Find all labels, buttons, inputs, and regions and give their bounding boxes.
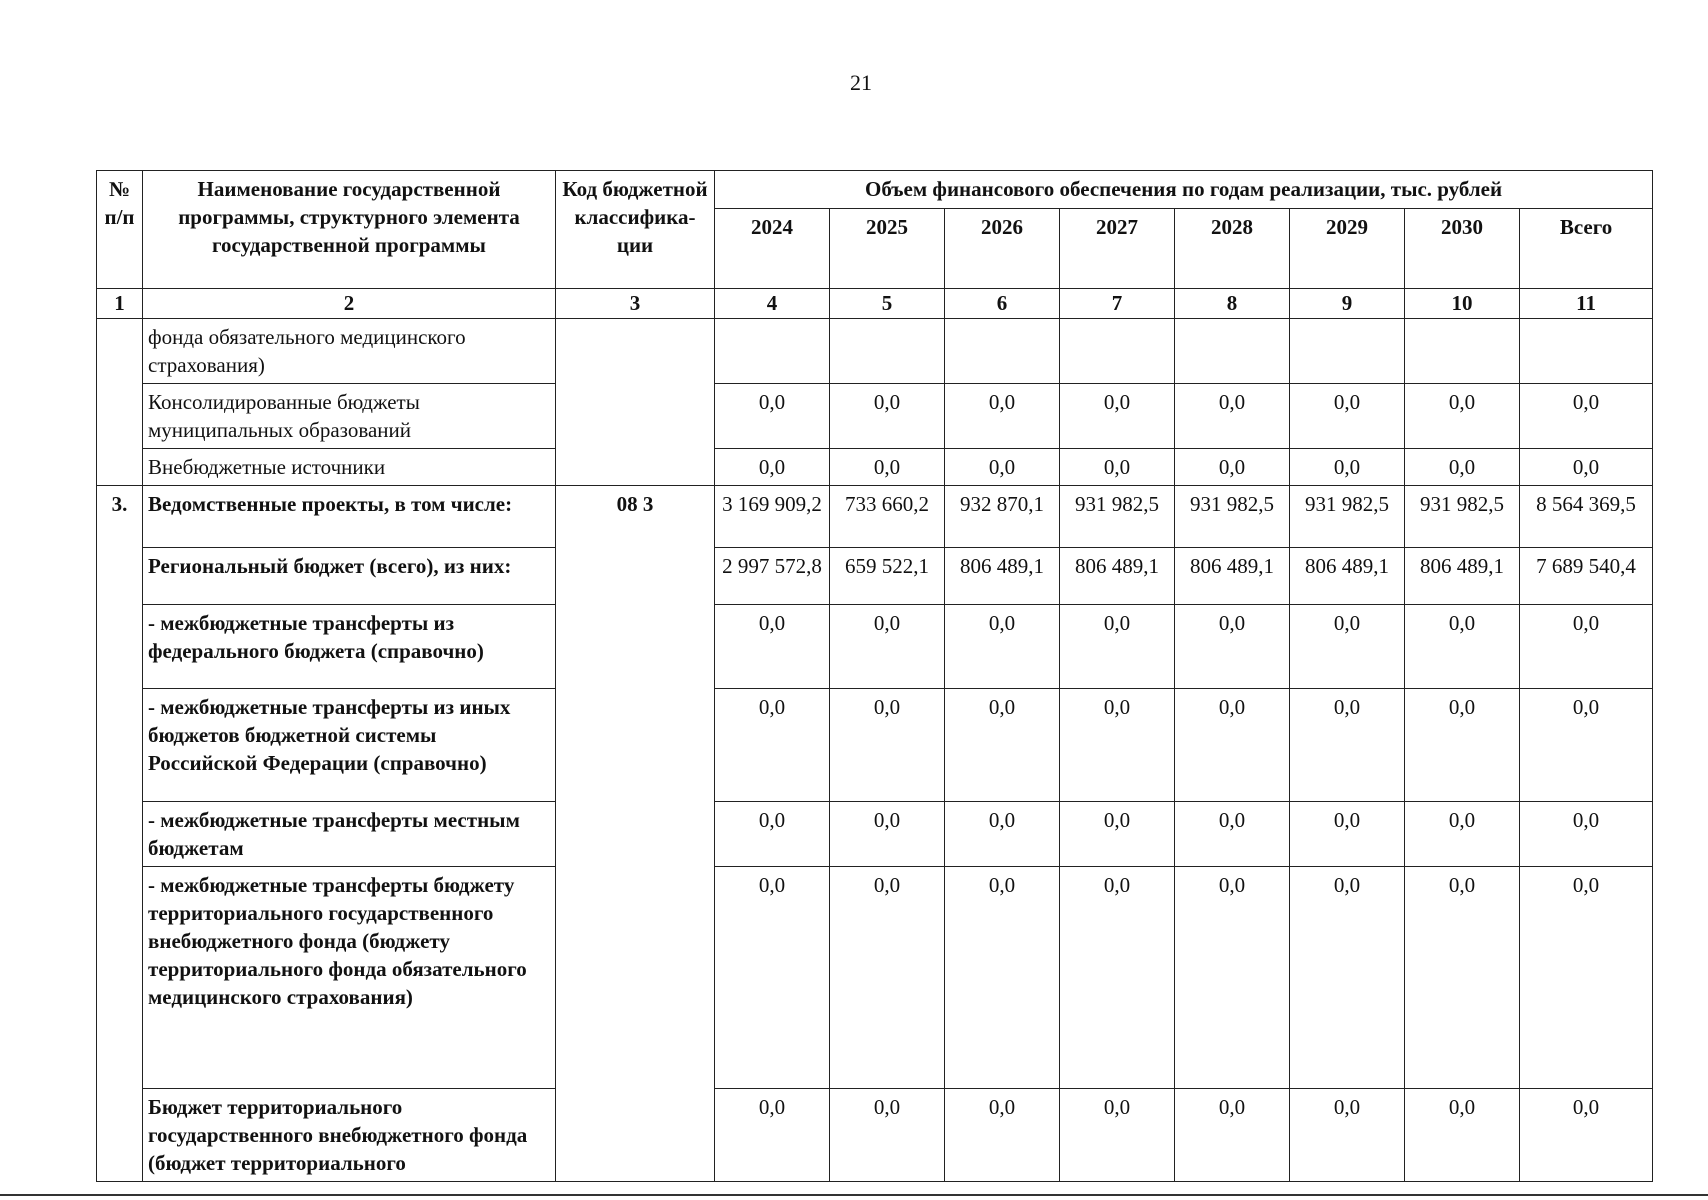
row-value: 0,0 xyxy=(1405,802,1520,867)
row-value: 659 522,1 xyxy=(830,548,945,605)
row-value: 0,0 xyxy=(1520,867,1653,1089)
row-value: 0,0 xyxy=(1405,1089,1520,1182)
row-name: Ведомственные проекты, в том числе: xyxy=(143,486,556,548)
row-value xyxy=(830,319,945,384)
row-value: 0,0 xyxy=(1520,1089,1653,1182)
header-year: 2024 xyxy=(715,209,830,289)
row-value: 3 169 909,2 xyxy=(715,486,830,548)
row-value xyxy=(1060,319,1175,384)
row-value: 0,0 xyxy=(1290,802,1405,867)
row-value: 0,0 xyxy=(1290,449,1405,486)
row-value: 931 982,5 xyxy=(1175,486,1290,548)
row-value: 0,0 xyxy=(1520,689,1653,802)
row-name: Консолидированные бюджеты муниципальных образований xyxy=(143,384,556,449)
row-value: 0,0 xyxy=(1175,449,1290,486)
row-code: 08 3 xyxy=(556,486,715,1182)
row-value: 0,0 xyxy=(715,689,830,802)
row-value: 0,0 xyxy=(1060,449,1175,486)
row-num-cell xyxy=(97,319,143,486)
row-name: Внебюджетные источники xyxy=(143,449,556,486)
table-row xyxy=(97,605,1653,689)
row-value: 0,0 xyxy=(1060,384,1175,449)
row-value: 0,0 xyxy=(1175,1089,1290,1182)
row-value: 931 982,5 xyxy=(1060,486,1175,548)
header-code: Код бюджетной классифика-ции xyxy=(556,171,715,289)
row-value: 931 982,5 xyxy=(1405,486,1520,548)
row-value: 0,0 xyxy=(945,384,1060,449)
column-number: 7 xyxy=(1060,289,1175,319)
column-number-row xyxy=(97,289,1653,319)
row-value: 0,0 xyxy=(1175,689,1290,802)
row-value: 0,0 xyxy=(1405,449,1520,486)
row-value: 0,0 xyxy=(945,1089,1060,1182)
table-row xyxy=(97,384,1653,449)
row-name: Бюджет территориального государственного внебюджетного фонда (бюджет территориального xyxy=(143,1089,556,1182)
row-value: 0,0 xyxy=(1290,689,1405,802)
row-value: 806 489,1 xyxy=(1290,548,1405,605)
row-name: фонда обязательного медицинского страхования) xyxy=(143,319,556,384)
row-num: 3. xyxy=(97,486,143,1182)
row-value: 0,0 xyxy=(1175,384,1290,449)
row-value: 0,0 xyxy=(715,802,830,867)
table-row xyxy=(97,689,1653,802)
row-value: 0,0 xyxy=(1405,689,1520,802)
page-number: 21 xyxy=(850,70,872,95)
header-year: 2029 xyxy=(1290,209,1405,289)
row-value: 0,0 xyxy=(945,605,1060,689)
header-year: 2025 xyxy=(830,209,945,289)
row-value: 0,0 xyxy=(715,384,830,449)
row-value: 0,0 xyxy=(830,689,945,802)
row-value: 0,0 xyxy=(1520,605,1653,689)
row-value xyxy=(1175,319,1290,384)
row-value: 0,0 xyxy=(1060,605,1175,689)
row-value: 0,0 xyxy=(1060,867,1175,1089)
row-value: 932 870,1 xyxy=(945,486,1060,548)
table-row xyxy=(97,548,1653,605)
row-value: 0,0 xyxy=(830,867,945,1089)
row-value: 0,0 xyxy=(1060,689,1175,802)
row-value: 0,0 xyxy=(1290,867,1405,1089)
page-bottom-rule xyxy=(0,1194,1708,1196)
row-value: 806 489,1 xyxy=(1060,548,1175,605)
row-value: 0,0 xyxy=(945,449,1060,486)
row-value: 0,0 xyxy=(715,1089,830,1182)
row-value: 0,0 xyxy=(830,449,945,486)
row-name: - межбюджетные трансферты местным бюджетам xyxy=(143,802,556,867)
row-value: 0,0 xyxy=(1405,605,1520,689)
row-value: 0,0 xyxy=(1060,1089,1175,1182)
row-value: 0,0 xyxy=(945,689,1060,802)
row-value: 806 489,1 xyxy=(1405,548,1520,605)
row-name: - межбюджетные трансферты из иных бюджетов бюджетной системы Российской Федерации (справочно) xyxy=(143,689,556,802)
row-value: 733 660,2 xyxy=(830,486,945,548)
column-number: 4 xyxy=(715,289,830,319)
row-value: 0,0 xyxy=(1290,1089,1405,1182)
row-value: 0,0 xyxy=(1290,605,1405,689)
row-name: - межбюджетные трансферты бюджету территориального государственного внебюджетного фонда (бюджету территориального фонда обязательного медицинского страхования) xyxy=(143,867,556,1089)
column-number: 5 xyxy=(830,289,945,319)
row-value: 7 689 540,4 xyxy=(1520,548,1653,605)
column-number: 9 xyxy=(1290,289,1405,319)
header-total: Всего xyxy=(1520,209,1653,289)
row-value: 8 564 369,5 xyxy=(1520,486,1653,548)
row-value: 0,0 xyxy=(1290,384,1405,449)
row-value: 0,0 xyxy=(830,605,945,689)
row-value: 0,0 xyxy=(945,867,1060,1089)
row-value xyxy=(1405,319,1520,384)
row-value: 0,0 xyxy=(1520,449,1653,486)
header-volume: Объем финансового обеспечения по годам реализации, тыс. рублей xyxy=(715,171,1653,209)
header-year: 2026 xyxy=(945,209,1060,289)
table-row xyxy=(97,486,1653,548)
row-value: 0,0 xyxy=(1405,384,1520,449)
row-name: - межбюджетные трансферты из федерального бюджета (справочно) xyxy=(143,605,556,689)
row-value: 806 489,1 xyxy=(945,548,1060,605)
row-value: 931 982,5 xyxy=(1290,486,1405,548)
table-row xyxy=(97,1089,1653,1182)
table-row xyxy=(97,867,1653,1089)
row-value xyxy=(945,319,1060,384)
row-value: 0,0 xyxy=(1405,867,1520,1089)
column-number: 10 xyxy=(1405,289,1520,319)
column-number: 2 xyxy=(143,289,556,319)
column-number: 11 xyxy=(1520,289,1653,319)
row-value: 0,0 xyxy=(1175,605,1290,689)
row-value: 0,0 xyxy=(715,867,830,1089)
column-number: 6 xyxy=(945,289,1060,319)
row-value xyxy=(1290,319,1405,384)
table-row xyxy=(97,449,1653,486)
row-value xyxy=(1520,319,1653,384)
row-value: 806 489,1 xyxy=(1175,548,1290,605)
header-row-1 xyxy=(97,171,1653,209)
header-year: 2027 xyxy=(1060,209,1175,289)
column-number: 8 xyxy=(1175,289,1290,319)
row-name: Региональный бюджет (всего), из них: xyxy=(143,548,556,605)
row-value: 0,0 xyxy=(830,802,945,867)
column-number: 3 xyxy=(556,289,715,319)
header-num: № п/п xyxy=(97,171,143,289)
row-value xyxy=(715,319,830,384)
row-value: 0,0 xyxy=(1520,384,1653,449)
row-code-cell xyxy=(556,319,715,486)
row-value: 0,0 xyxy=(945,802,1060,867)
header-year: 2028 xyxy=(1175,209,1290,289)
column-number: 1 xyxy=(97,289,143,319)
table-row xyxy=(97,802,1653,867)
row-value: 0,0 xyxy=(1175,802,1290,867)
header-name: Наименование государственной программы, структурного элемента государственной программы xyxy=(143,171,556,289)
header-year: 2030 xyxy=(1405,209,1520,289)
row-value: 2 997 572,8 xyxy=(715,548,830,605)
row-value: 0,0 xyxy=(1060,802,1175,867)
financing-table xyxy=(96,170,1653,1182)
row-value: 0,0 xyxy=(1175,867,1290,1089)
row-value: 0,0 xyxy=(1520,802,1653,867)
row-value: 0,0 xyxy=(830,1089,945,1182)
row-value: 0,0 xyxy=(715,449,830,486)
row-value: 0,0 xyxy=(715,605,830,689)
table-row xyxy=(97,319,1653,384)
row-value: 0,0 xyxy=(830,384,945,449)
